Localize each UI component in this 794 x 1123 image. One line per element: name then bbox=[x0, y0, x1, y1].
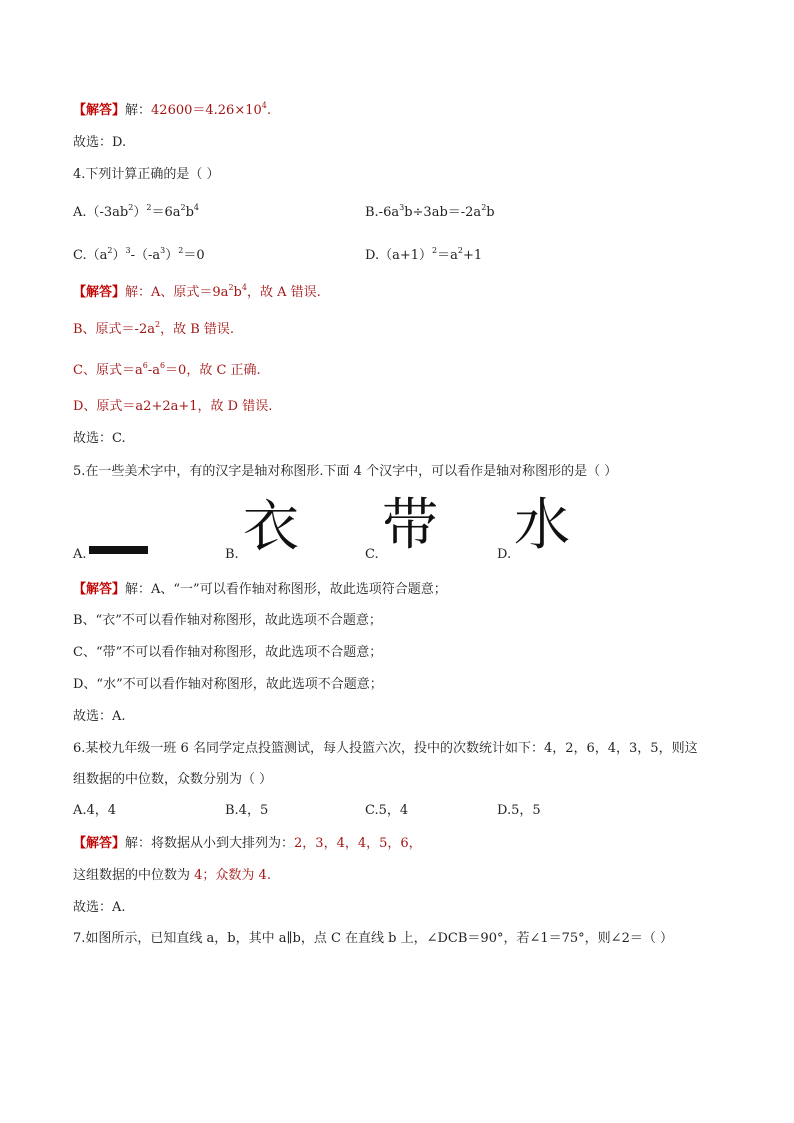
q5-option-a-label: A. bbox=[73, 547, 87, 562]
answer-tag: 【解答】 bbox=[73, 103, 126, 118]
q5-answer-line2: B、“衣”不可以看作轴对称图形，故此选项不合题意； bbox=[73, 613, 382, 628]
question-6-stem-line2: 组数据的中位数，众数分别为（ ） bbox=[73, 772, 273, 787]
q5-option-c-glyph: 带 bbox=[382, 493, 438, 558]
q4-answer-line3: C、原式$=a^6-a^6=0$，故 C 正确. bbox=[73, 361, 261, 378]
q5-option-d-glyph: 水 bbox=[514, 493, 570, 558]
q5-option-d-label: D. bbox=[497, 547, 512, 562]
q5-answer-choice: 故选：A. bbox=[73, 709, 126, 724]
q5-answer-line4: D、“水”不可以看作轴对称图形，故此选项不合题意； bbox=[73, 677, 383, 692]
q4-option-d: $D.(a+1)^2=a^2+1$ bbox=[365, 246, 483, 263]
question-4-stem: 4.下列计算正确的是（ ） bbox=[73, 167, 220, 182]
q5-option-b-glyph: 衣 bbox=[243, 495, 299, 560]
q5-answer-line3: C、“带”不可以看作轴对称图形，故此选项不合题意； bbox=[73, 645, 383, 660]
q5-option-a-glyph bbox=[89, 546, 148, 554]
q4-option-c: $C.(a^2)^3-(-a^3)^2=0$ bbox=[73, 246, 205, 263]
q5-answer-line1: 【解答】解：A、“一”可以看作轴对称图形，故此选项符合题意； bbox=[73, 582, 447, 597]
q6-answer-choice: 故选：A. bbox=[73, 900, 126, 915]
q6-answer-line2: 这组数据的中位数为 4；众数为 4. bbox=[73, 868, 271, 883]
answer3-choice: 故选：D. bbox=[73, 135, 127, 150]
q4-option-b: $B.-6a^3b\div 3ab=-2a^2b$ bbox=[365, 203, 495, 220]
q6-option-a: A.4，4 bbox=[73, 803, 117, 818]
q4-option-a: $A.(-3ab^2)^2=6a^2b^4$ bbox=[73, 203, 200, 220]
question-5-stem: 5.在一些美术字中，有的汉字是轴对称图形.下面 4 个汉字中，可以看作是轴对称图形的是（ ） bbox=[73, 464, 618, 479]
question-6-stem-line1: 6.某校九年级一班 6 名同学定点投篮测试，每人投篮六次，投中的次数统计如下：4，2，6，4，3，5，则这 bbox=[73, 741, 698, 756]
q6-answer-line1: 【解答】解：将数据从小到大排列为：2，3，4，4，5，6， bbox=[73, 836, 422, 851]
answer-tag: 【解答】 bbox=[73, 285, 126, 300]
q4-answer-line4: D、原式＝a2+2a+1，故 D 错误. bbox=[73, 399, 273, 414]
question-7-stem: 7.如图所示，已知直线 a，b，其中 a∥b，点 C 在直线 b 上，∠DCB＝90°，若∠1＝75°，则∠2＝（ ） bbox=[73, 931, 673, 946]
q6-option-b: B.4，5 bbox=[225, 803, 269, 818]
q6-option-d: D.5，5 bbox=[497, 803, 541, 818]
answer-tag: 【解答】 bbox=[73, 836, 126, 851]
q6-option-c: C.5，4 bbox=[365, 803, 409, 818]
answer-tag: 【解答】 bbox=[73, 582, 126, 597]
answer3-line: 【解答】解：$42600=4.26\times 10^4$. bbox=[73, 101, 272, 118]
q5-option-c-label: C. bbox=[365, 547, 379, 562]
q4-answer-line2: B、原式$=-2a^2$，故 B 错误. bbox=[73, 320, 235, 337]
q5-option-b-label: B. bbox=[225, 547, 239, 562]
q4-answer-choice: 故选：C. bbox=[73, 431, 126, 446]
q4-answer-line1: 【解答】解：A、原式$=9a^2b^4$，故 A 错误. bbox=[73, 283, 321, 300]
